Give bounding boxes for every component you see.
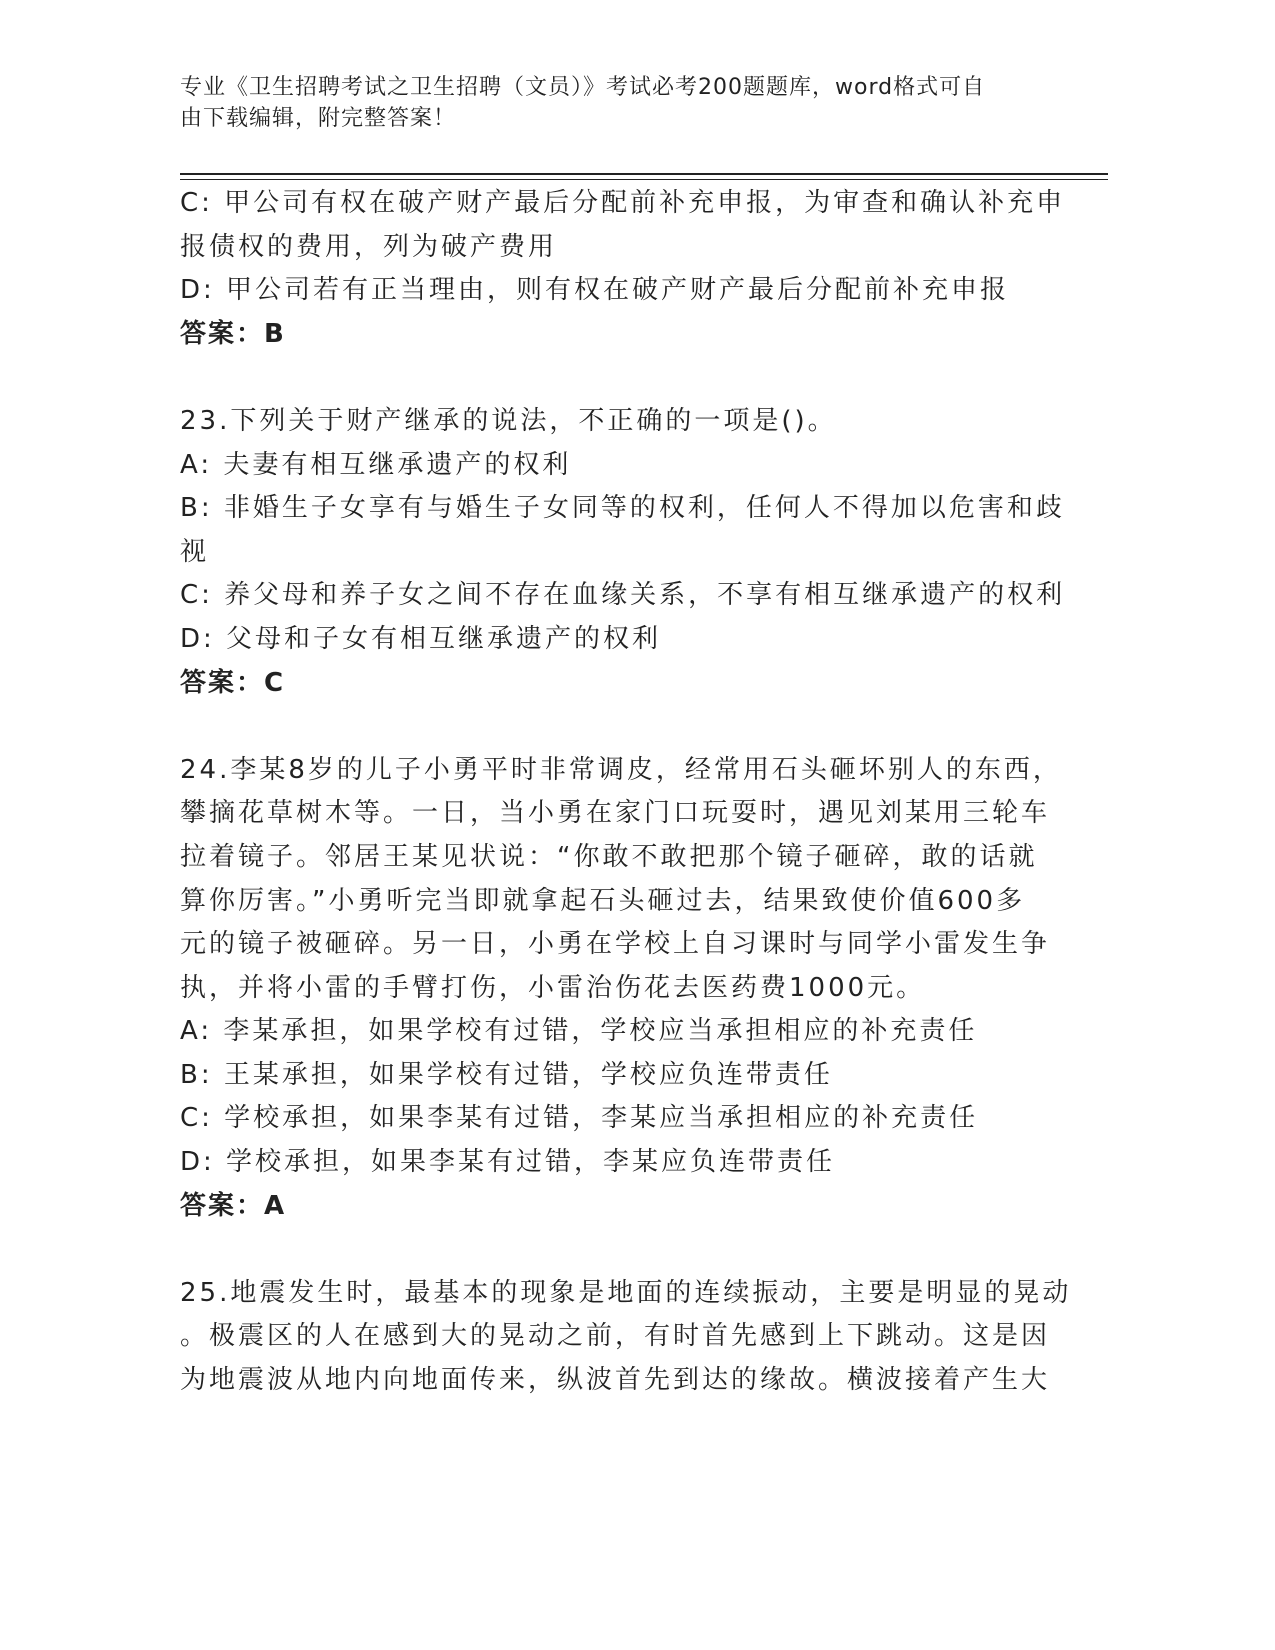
header-rule-thick xyxy=(180,173,1108,175)
q23-answer: 答案：C xyxy=(180,667,286,698)
q24-question-line-3: 拉着镜子。邻居王某见状说：“你敢不敢把那个镜子砸碎，敢的话就 xyxy=(180,841,1038,872)
q24-option-b: B: 王某承担，如果学校有过错，学校应负连带责任 xyxy=(180,1059,833,1090)
q23-option-d: D: 父母和子女有相互继承遗产的权利 xyxy=(180,623,662,654)
prev-answer: 答案：B xyxy=(180,318,286,349)
q24-answer: 答案：A xyxy=(180,1190,287,1221)
q25-question-line-3: 为地震波从地内向地面传来，纵波首先到达的缘故。横波接着产生大 xyxy=(180,1365,1051,1396)
q24-question-line-2: 攀摘花草树木等。一日，当小勇在家门口玩耍时，遇见刘某用三轮车 xyxy=(180,798,1051,829)
q24-question-line-1: 24.李某8岁的儿子小勇平时非常调皮，经常用石头砸坏别人的东西， xyxy=(180,754,1062,785)
q25-question-line-2: 。极震区的人在感到大的晃动之前，有时首先感到上下跳动。这是因 xyxy=(180,1321,1051,1352)
spacer xyxy=(180,705,1040,749)
q24-option-d: D: 学校承担，如果李某有过错，李某应负连带责任 xyxy=(180,1147,836,1178)
prev-option-d: D: 甲公司若有正当理由，则有权在破产财产最后分配前补充申报 xyxy=(180,275,1010,306)
q25-question-line-1: 25.地震发生时，最基本的现象是地面的连续振动，主要是明显的晃动 xyxy=(180,1277,1072,1308)
header-title-line-2: 由下载编辑，附完整答案！ xyxy=(180,106,457,131)
q24-option-c: C: 学校承担，如果李某有过错，李某应当承担相应的补充责任 xyxy=(180,1103,979,1134)
q24-option-a: A: 李某承担，如果学校有过错，学校应当承担相应的补充责任 xyxy=(180,1016,978,1047)
q23-question: 23.下列关于财产继承的说法，不正确的一项是()。 xyxy=(180,405,837,436)
q24-question-line-6: 执，并将小雷的手臂打伤，小雷治伤花去医药费1000元。 xyxy=(180,972,926,1003)
q24-question-line-5: 元的镜子被砸碎。另一日，小勇在学校上自习课时与同学小雷发生争 xyxy=(180,929,1051,960)
q23-option-c: C: 养父母和养子女之间不存在血缘关系，不享有相互继承遗产的权利 xyxy=(180,580,1066,611)
header-rule-thin xyxy=(180,179,1108,180)
document-header xyxy=(180,72,1060,134)
q23-option-b-line-1: B: 非婚生子女享有与婚生子女同等的权利，任何人不得加以危害和歧 xyxy=(180,493,1065,524)
prev-option-c-line-1: C: 甲公司有权在破产财产最后分配前补充申报，为审查和确认补充申 xyxy=(180,188,1066,218)
spacer xyxy=(180,356,1040,400)
q24-question-line-4: 算你厉害。”小勇听完当即就拿起石头砸过去，结果致使价值600多 xyxy=(180,885,1026,916)
header-title-line-1: 专业《卫生招聘考试之卫生招聘（文员）》考试必考200题题库，word格式可自 xyxy=(180,75,986,100)
spacer xyxy=(180,1228,1040,1272)
prev-option-c-line-2: 报债权的费用，列为破产费用 xyxy=(180,231,558,262)
q23-option-a: A: 夫妻有相互继承遗产的权利 xyxy=(180,449,572,480)
q23-option-b-line-2: 视 xyxy=(180,536,210,567)
document-body xyxy=(180,182,1072,1403)
